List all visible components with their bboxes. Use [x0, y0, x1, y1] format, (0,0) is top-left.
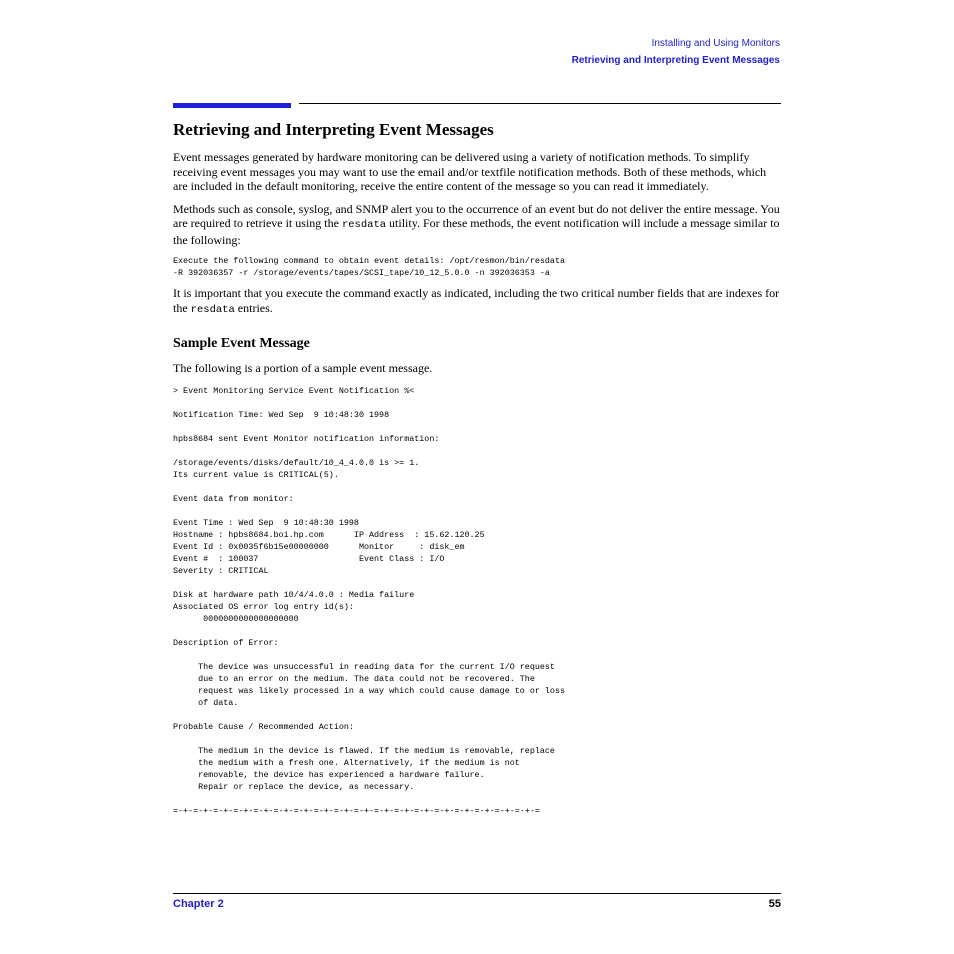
footer-page-number: 55	[768, 898, 781, 910]
sample-event-message: > Event Monitoring Service Event Notification %< Notification Time: Wed Sep 9 10:48:30 1998 hpbs8684 sent Event Monitor notification information: /storage/events/disks/default/10_4_4.0.0 is >= 1. Its current value is CRITICAL(5). Event data from monitor: Event Time : Wed Sep 9 10:48:30 1998 Hostname : hpbs8684.boi.hp.com IP Address : 15.62.120.25 Event Id : 0x0035f6b15e00000000 Monitor : disk_em Event # : 100037 Event Class : I/O Severity : CRITICAL Disk at hardware path 10/4/4.0.0 : Media failure Associated OS error log entry id(s): 0000000000000000000 Description of Error: The device was unsuccessful in reading data for the current I/O request due to an error on the medium. The data could not be recovered. The request was likely processed in a way which could cause damage to or loss of data. Probable Cause / Recommended Action: The medium in the device is flawed. If the medium is removable, replace the medium with a fresh one. Alternatively, if the medium is not removable, the device has experienced a hardware failure. Repair or replace the device, as necessary. =-+-=-+-=-+-=-+-=-+-=-+-=-+-=-+-=-+-=-+-=-+-=-+-=-+-=-+-=-+-=-+-=-+-=-+-=	[173, 385, 566, 816]
methods-paragraph	[173, 202, 781, 248]
running-header-section: Installing and Using Monitors	[651, 38, 780, 49]
intro-paragraph: Event messages generated by hardware monitoring can be delivered using a variety of notification methods. To simplify receiving event messages you may want to use the email and/or textfile notification methods. Both of these methods, which are included in the default monitoring, receive the entire content of the message so you can read it immediately.	[173, 150, 767, 193]
section-subheading: Sample Event Message	[173, 336, 310, 351]
section-rule	[299, 103, 781, 104]
footer-rule	[173, 893, 781, 894]
important-paragraph	[173, 286, 781, 317]
resdata-inline-code: resdata	[341, 219, 387, 231]
section-accent-bar	[173, 103, 291, 108]
important-text-a: It is important that you execute the command exactly as indicated, including the two critical number fields that are indexes for the	[173, 286, 780, 315]
running-header-topic: Retrieving and Interpreting Event Messages	[571, 55, 780, 66]
resdata-inline-code-2: resdata	[190, 303, 235, 316]
footer-chapter: Chapter 2	[173, 898, 224, 910]
main-content	[173, 119, 781, 817]
methods-text-b: utility. For these methods, the event notification will include a message similar to the following:	[173, 216, 780, 247]
methods-text-a: Methods such as console, syslog, and SNMP alert you to the occurrence of an event but do not deliver the entire message. You are required to retrieve it using the	[173, 201, 780, 230]
page-title: Retrieving and Interpreting Event Messages	[173, 120, 494, 139]
sample-intro-paragraph: The following is a portion of a sample event message.	[173, 361, 433, 375]
command-example: Execute the following command to obtain event details: /opt/resmon/bin/resdata -R 392036357 -r /storage/events/tapes/SCSI_tape/10_12_5.0.0 -n 392036353 -a	[173, 256, 566, 278]
important-text-b: entries.	[234, 300, 273, 315]
